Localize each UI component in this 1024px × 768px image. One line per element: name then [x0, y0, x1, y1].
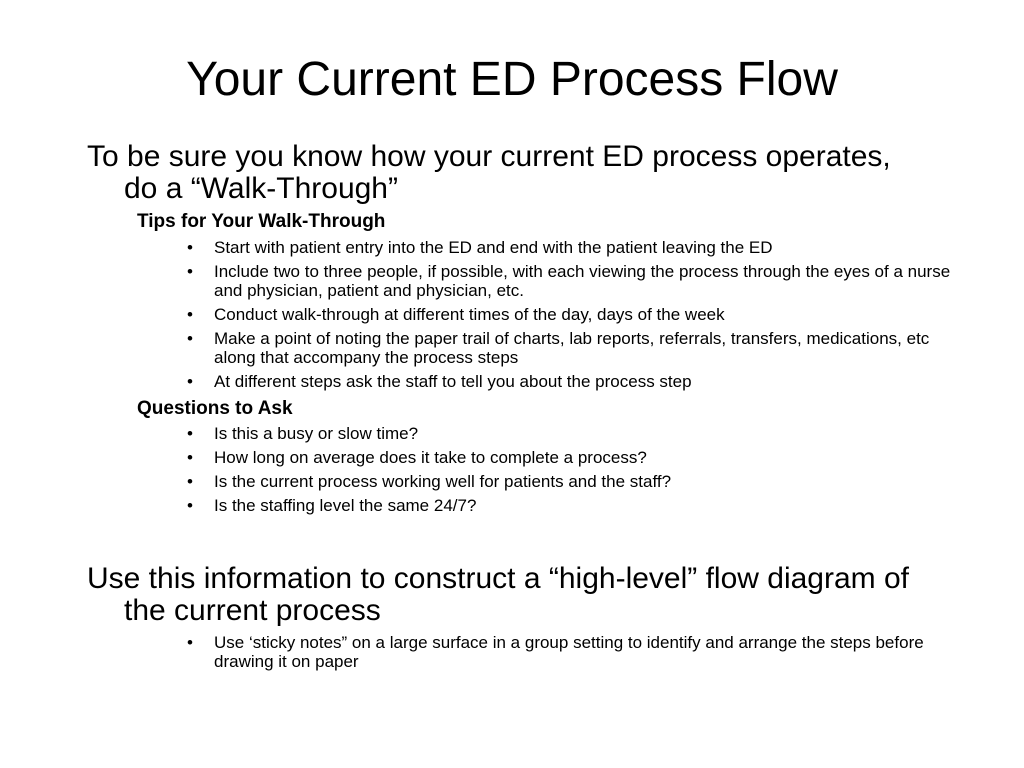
tip-text: Start with patient entry into the ED and end with the patient leaving the ED: [214, 238, 773, 257]
tips-heading: Tips for Your Walk-Through: [137, 211, 386, 232]
bullet-icon: •: [187, 329, 193, 348]
list-item: [186, 424, 966, 443]
bullet-icon: •: [187, 238, 193, 257]
list-item: [186, 238, 966, 257]
question-text: How long on average does it take to complete a process?: [214, 448, 647, 467]
bullet-icon: •: [187, 262, 193, 281]
question-text: Is the staffing level the same 24/7?: [214, 496, 477, 515]
list-item: [186, 633, 966, 671]
list-item: [186, 448, 966, 467]
list-item: [186, 472, 966, 491]
tip-text: At different steps ask the staff to tell you about the process step: [214, 372, 692, 391]
list-item: [186, 305, 966, 324]
section1-text: To be sure you know how your current ED process operates, do a “Walk-Through”: [87, 140, 891, 205]
section2-text: Use this information to construct a “high-level” flow diagram of the current process: [87, 562, 910, 627]
bullet-icon: •: [187, 633, 193, 652]
list-item: [186, 496, 966, 515]
tip-text: Conduct walk-through at different times of the day, days of the week: [214, 305, 725, 324]
bullet-icon: •: [187, 496, 193, 515]
tip-text: Include two to three people, if possible, with each viewing the process through the eyes of a nurse and physician, patient and physician, etc.: [214, 262, 951, 300]
list-item: [186, 329, 966, 367]
tips-list: [186, 238, 966, 396]
question-text: Is the current process working well for patients and the staff?: [214, 472, 672, 491]
bullet-icon: •: [187, 472, 193, 491]
list-item: [186, 372, 966, 391]
questions-list: [186, 424, 966, 520]
slide-title: Your Current ED Process Flow: [186, 53, 838, 106]
bullet-icon: •: [187, 448, 193, 467]
question-text: Is this a busy or slow time?: [214, 424, 419, 443]
tip-text: Make a point of noting the paper trail of charts, lab reports, referrals, transfers, medications, etc along that accompany the process steps: [214, 329, 930, 367]
bullet-icon: •: [187, 305, 193, 324]
bullet-icon: •: [187, 424, 193, 443]
section2-bullet-text: Use ‘sticky notes” on a large surface in a group setting to identify and arrange the steps before drawing it on paper: [214, 633, 924, 671]
bullet-icon: •: [187, 372, 193, 391]
list-item: [186, 262, 966, 300]
questions-heading: Questions to Ask: [137, 398, 293, 419]
section2-list: [186, 633, 966, 676]
